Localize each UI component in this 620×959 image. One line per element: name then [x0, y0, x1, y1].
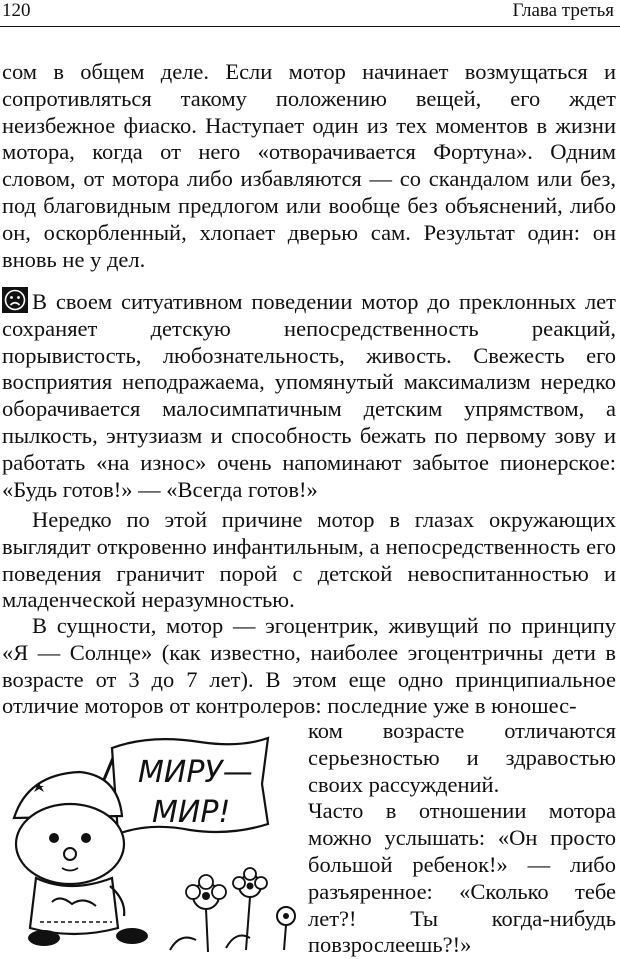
paragraph-4: В сущности, мотор — эгоцентрик, живущий по принципу «Я — Солнце» (как известно, наиболее эгоцентричны дети в возрасте от 3 до 7 лет). В этом еще одно принципиальное отличие моторов от контролеров: последние уже в юношес-	[2, 613, 616, 719]
right-eye	[81, 833, 91, 843]
paragraph-5: Часто в отношении мотора можно услышать: «Он просто большой ребенок!» — либо разъяренное: «Сколько тебе лет?! Ты когда-нибудь повзрослеешь?!»	[308, 798, 616, 958]
right-text-column	[308, 718, 616, 959]
face	[16, 804, 124, 884]
page-header	[0, 0, 620, 27]
left-eye	[49, 833, 59, 843]
flag-text-line2: МИР!	[152, 795, 231, 830]
sad-face-icon	[2, 287, 28, 313]
paragraph-4-continued: ком возрасте отличаются серьезностью и здравостью своих рассуждений.	[308, 718, 616, 797]
cartoon-illustration	[0, 726, 306, 954]
paragraph-2	[2, 287, 616, 503]
chapter-title: Глава третья	[512, 0, 614, 21]
left-foot	[28, 930, 60, 946]
nose	[64, 848, 76, 860]
paragraph-1: сом в общем деле. Если мотор начинает возмущаться и сопротивляться такому положению вещей, его ждет неизбежное фиаско. Наступает один из тех моментов в жизни мотора, когда от него «отворачивается Фортуна». Одним словом, от мотора либо избавляются — со скандалом или без, под благовидным предлогом или вообще без объяснений, либо он, оскорбленный, хлопает дверью сам. Результат один: он вновь не у дел.	[2, 59, 616, 272]
page-number: 120	[2, 0, 31, 21]
right-foot	[116, 928, 148, 944]
paragraph-3: Нередко по этой причине мотор в глазах окружающих выглядит откровенно инфантильным, а непосредственность его поведения граничит порой с детской невоспитанностью и младенческой неразумностью.	[2, 507, 616, 613]
body	[30, 878, 118, 934]
paragraph-2-text: В своем ситуативном поведении мотор до преклонных лет сохраняет детскую непосредственность реакций, порывистость, любознательность, живость. Свежесть его восприятия неподражаема, упомянутый максимализм нередко оборачивается малосимпатичным детским упрямством, а пылкость, энтузиазм и способность бежать по первому зову и работать «на износ» очень напоминают забытое пионерское: «Будь готов!» — «Всегда готов!»	[2, 289, 616, 502]
flowers	[170, 868, 295, 952]
flag-text-line1: МИРУ—	[138, 755, 253, 790]
